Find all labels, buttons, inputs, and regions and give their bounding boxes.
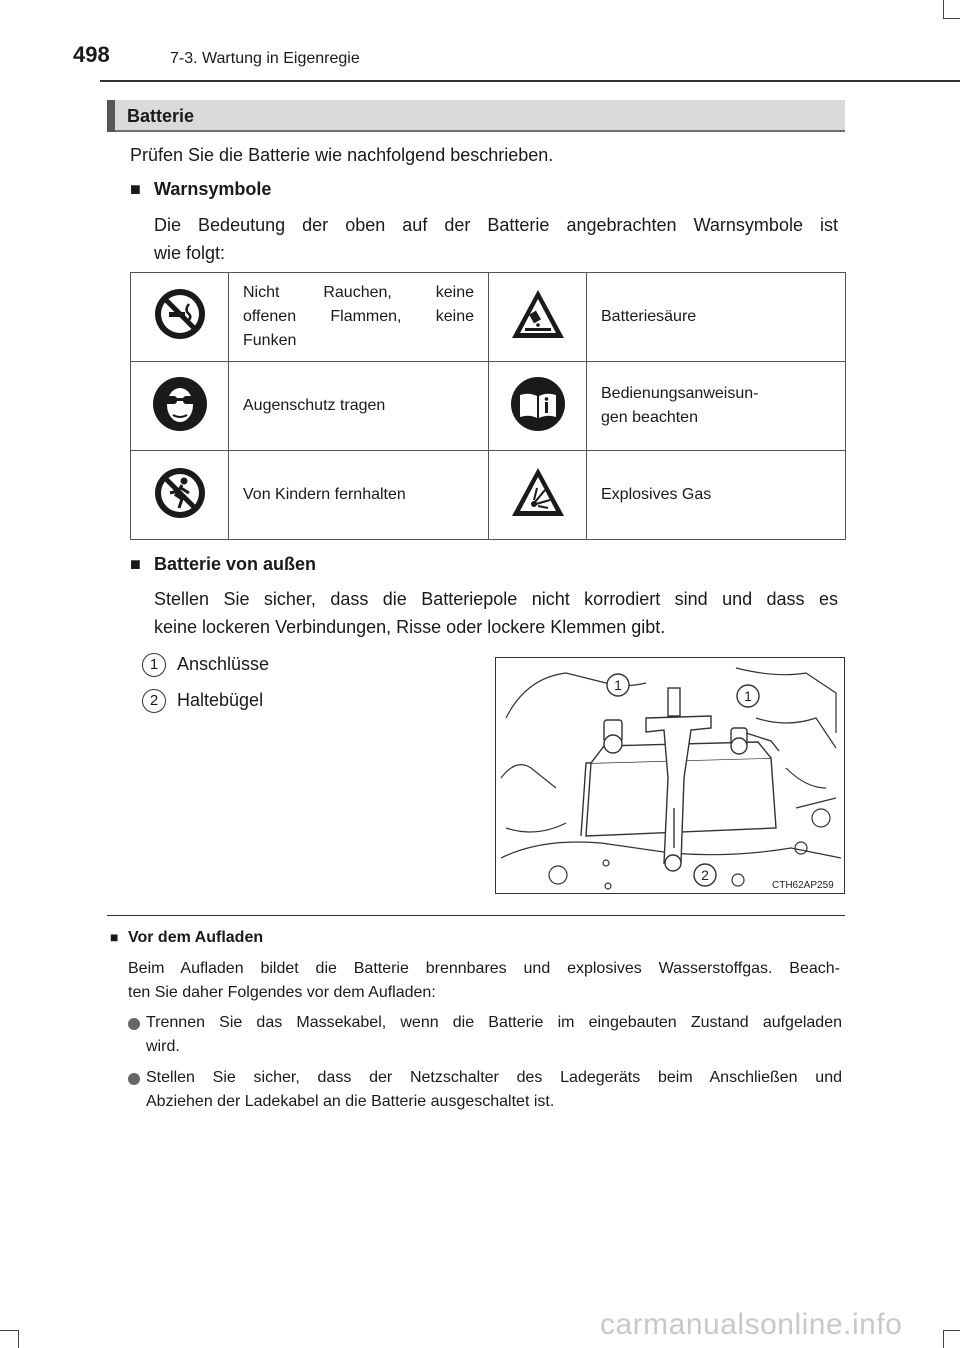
callout-number: 1 [142,653,166,677]
symbol-description: Augenschutz tragen [229,362,489,451]
note-rule [107,915,845,916]
square-bullet-icon: ■ [130,554,141,574]
crop-mark [943,18,960,19]
note-heading: Vor dem Aufladen [128,929,264,946]
bullet-dot-icon [128,1017,140,1035]
legend-item [142,689,166,713]
crop-mark [943,1330,960,1331]
symbol-cell [131,273,229,362]
page-number: 498 [73,42,110,67]
symbol-cell [489,273,587,362]
warnsymbole-heading: Warnsymbole [154,179,272,199]
symbol-cell [489,451,587,540]
battery-acid-icon [509,286,567,344]
description-line: offenen Flammen, keine [243,308,474,325]
symbol-description: Explosives Gas [587,451,846,540]
warnsymbole-text-line1: Die Bedeutung der oben auf der Batterie angebrachten Warnsymbole ist [154,215,838,235]
symbol-description: Batteriesäure [587,273,846,362]
warnsymbole-text-line2: wie folgt: [154,243,226,263]
table-row [131,451,846,540]
note-text-line2: ten Sie daher Folgendes vor dem Aufladen: [128,984,436,1001]
bullet-text-line1: Trennen Sie das Massekabel, wenn die Batterie im eingebauten Zustand aufgeladen [146,1014,842,1031]
description-line: Bedienungsanweisun- [601,385,759,402]
intro-text: Prüfen Sie die Batterie wie nachfolgend beschrieben. [130,145,554,165]
callout-badge [737,685,759,707]
callout-badge [694,864,716,886]
description-line: gen beachten [601,409,698,426]
aussen-heading: Batterie von außen [154,554,317,574]
crop-mark [943,0,944,18]
header-rule [100,80,960,82]
section-heading-bar [107,100,115,132]
aussen-text-line1: Stellen Sie sicher, dass die Batteriepole nicht korrodiert sind und dass es [154,589,838,609]
callout-label: 1 [744,688,752,704]
legend-label: Anschlüsse [177,654,270,674]
callout-number: 2 [142,689,166,713]
section-heading [107,100,845,132]
no-smoking-icon [151,286,209,344]
aussen-text-line2: keine lockeren Verbindungen, Risse oder lockere Klemmen gibt. [154,617,666,637]
symbol-cell [489,362,587,451]
symbol-cell [131,451,229,540]
description-line: Funken [243,332,297,349]
watermark: carmanualsonline.info [600,1308,903,1341]
bullet-text-line1: Stellen Sie sicher, dass der Netzschalter des Ladegeräts beim Anschließen und [146,1069,842,1086]
symbol-description [587,362,846,451]
eye-protection-icon [151,375,209,433]
symbol-cell [131,362,229,451]
note-text-line1: Beim Aufladen bildet die Batterie brennbares und explosives Wasserstoffgas. Beach- [128,960,840,977]
warning-symbol-table [130,272,846,540]
battery-illustration [495,657,845,894]
crop-mark [18,1330,19,1348]
symbol-description [229,273,489,362]
crop-mark [943,1330,944,1348]
symbol-description: Von Kindern fernhalten [229,451,489,540]
manual-icon [509,375,567,433]
section-title: Batterie [127,106,195,126]
engine-bay-drawing [496,658,844,893]
legend-item [142,653,166,677]
figure-code: CTH62AP259 [772,880,834,891]
callout-label: 1 [614,677,622,693]
explosive-gas-icon [509,464,567,522]
callout-badge [607,674,629,696]
square-bullet-icon: ■ [110,929,119,945]
table-row [131,273,846,362]
chapter-title: 7-3. Wartung in Eigenregie [170,50,360,67]
bullet-text-line2: wird. [146,1038,180,1055]
crop-mark [0,1330,18,1331]
bullet-dot-icon [128,1072,140,1090]
bullet-text-line2: Abziehen der Ladekabel an die Batterie ausgeschaltet ist. [146,1093,555,1110]
description-line: Nicht Rauchen, keine [243,284,474,301]
square-bullet-icon: ■ [130,179,141,199]
keep-children-away-icon [151,464,209,522]
callout-label: 2 [701,867,709,883]
legend-label: Haltebügel [177,690,264,710]
table-row [131,362,846,451]
